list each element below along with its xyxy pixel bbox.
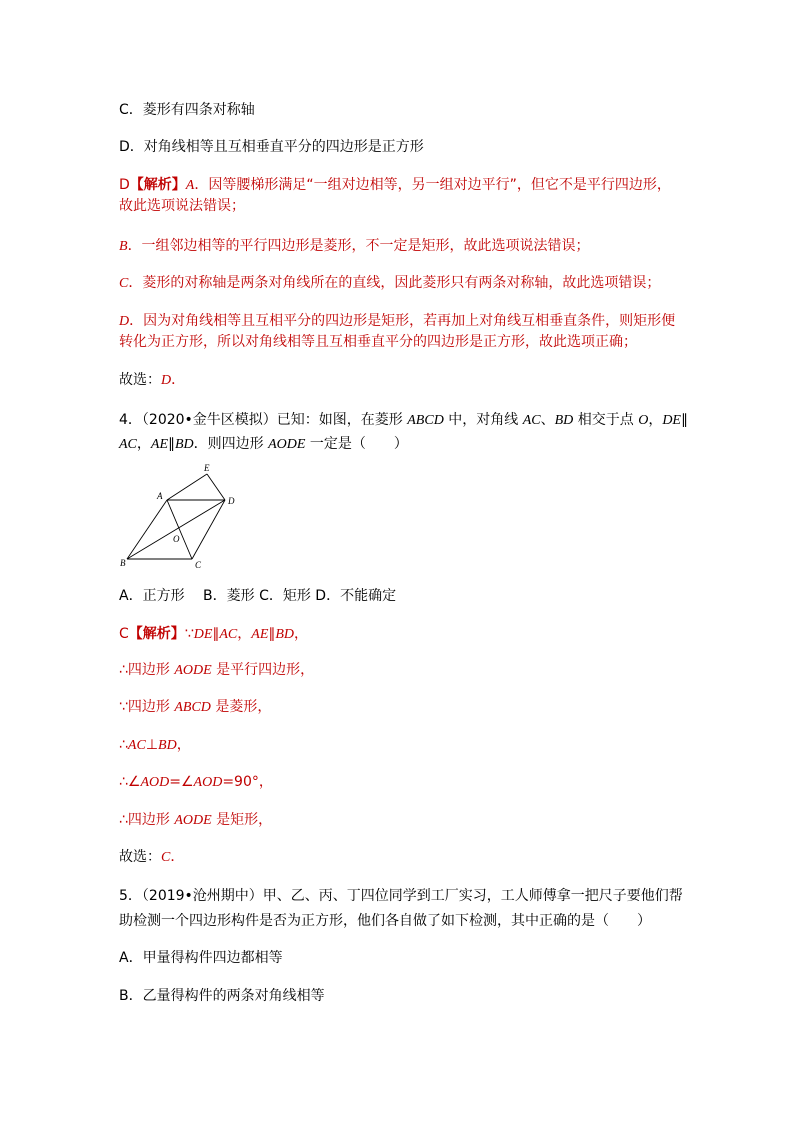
math: AC — [119, 437, 137, 452]
text: ∵四边形 — [119, 699, 175, 715]
text: ， — [294, 626, 309, 642]
math: AE — [150, 437, 168, 452]
q5-option-b: B．乙量得构件的两条对角线相等 — [119, 988, 325, 1004]
therefore-symbol: ∴ — [119, 737, 128, 753]
solution-tag: 【解析】 — [129, 177, 186, 193]
math: O — [638, 413, 649, 428]
label-b: B — [119, 239, 128, 254]
choose-label: 故选： — [119, 849, 161, 865]
q3-solution-d — [119, 311, 675, 332]
q4-solution-line-3 — [119, 697, 271, 718]
text: ．则四边形 — [193, 436, 269, 452]
math: AODE — [174, 813, 212, 828]
q4-solution-line-2 — [119, 660, 314, 681]
math: BD — [554, 413, 574, 428]
math: AODE — [174, 663, 212, 678]
parallel-symbol: ∥ — [680, 412, 688, 428]
because-symbol: ∵ — [184, 626, 194, 642]
math: ABCD — [174, 700, 211, 715]
text: 相交于点 — [573, 412, 639, 428]
text: 是菱形， — [210, 699, 272, 715]
q4-stem-line-1 — [119, 410, 688, 431]
q4-stem-line-2 — [119, 434, 408, 455]
answer-letter: C — [119, 626, 129, 642]
math: AOD — [193, 775, 223, 790]
math: BD — [158, 738, 177, 753]
solution-text: ．一组邻边相等的平行四边形是菱形，不一定是矩形，故此选项说法错误； — [127, 238, 590, 254]
parallel-symbol: ∥ — [212, 626, 220, 642]
q4-solution-line-6 — [119, 810, 272, 831]
q4-solution-line-5 — [119, 772, 273, 793]
q4-solution-line-1 — [119, 624, 308, 645]
option-d: D．对角线相等且互相垂直平分的四边形是正方形 — [119, 139, 424, 155]
solution-text: ．因为对角线相等且互相平分的四边形是矩形，若再加上对角线互相垂直条件，则矩形便 — [129, 313, 676, 329]
math: BD — [275, 627, 295, 642]
segment-de — [207, 474, 225, 500]
text: =∠ — [169, 774, 194, 790]
math: AC — [522, 413, 541, 428]
rhombus-figure — [117, 462, 243, 572]
label-a: A — [185, 178, 195, 193]
diagonal-bd — [127, 500, 225, 559]
solution-tag: 【解析】 — [128, 626, 185, 642]
label-c: C — [119, 276, 129, 291]
text: ∴四边形 — [119, 662, 175, 678]
diagonal-ac — [167, 500, 192, 559]
math: DE — [193, 627, 213, 642]
segment-ae — [167, 474, 207, 500]
q3-solution-line-2: 故此选项说法错误； — [119, 198, 245, 214]
label-c-point: C — [195, 560, 202, 570]
edge-cd — [192, 500, 225, 559]
label-a-point: A — [157, 491, 163, 501]
q5-stem-line-2: 助检测一个四边形构件是否为正方形，他们各自做了如下检测，其中正确的是（ ） — [119, 913, 651, 929]
math: AODE — [268, 437, 306, 452]
text: =90°， — [222, 774, 273, 790]
label-d: D — [119, 314, 130, 329]
q4-solution-line-4 — [119, 735, 191, 756]
parallel-symbol: ∥ — [168, 436, 175, 452]
q4-choose — [119, 847, 184, 868]
label-e-point: E — [204, 463, 210, 473]
text: ， — [648, 412, 663, 428]
solution-text: ．因等腰梯形满足“一组对边相等，另一组对边平行”，但它不是平行四边形， — [194, 177, 671, 193]
period: ． — [170, 849, 185, 865]
text: 4．（2020•金牛区模拟）已知：如图，在菱形 — [119, 412, 408, 428]
math: DE — [662, 413, 681, 428]
label-o-point: O — [173, 534, 180, 544]
math: AC — [127, 738, 146, 753]
math: BD — [175, 437, 194, 452]
math: ABCD — [407, 413, 444, 428]
text: ， — [136, 436, 151, 452]
text: ∴∠ — [119, 774, 141, 790]
perp-symbol: ⊥ — [145, 737, 159, 753]
q3-choose — [119, 370, 185, 391]
text: ∴四边形 — [119, 812, 175, 828]
option-c: C．菱形有四条对称轴 — [119, 102, 255, 118]
parallel-symbol: ∥ — [268, 626, 276, 642]
text: 、 — [540, 412, 555, 428]
solution-text: ．菱形的对称轴是两条对角线所在的直线，因此菱形只有两条对称轴，故此选项错误； — [128, 275, 661, 291]
label-b-point: B — [120, 558, 126, 568]
q3-solution-d-2: 转化为正方形，所以对角线相等且互相垂直平分的四边形是正方形，故此选项正确； — [119, 334, 637, 350]
choose-value: D — [161, 373, 172, 388]
math: AC — [219, 627, 238, 642]
q5-stem-line-1: 5．（2019•沧州期中）甲、乙、丙、丁四位同学到工厂实习，工人师傅拿一把尺子要他们帮 — [119, 888, 683, 904]
text: ， — [237, 626, 252, 642]
edge-ab — [127, 500, 167, 559]
q4-options: A．正方形 B．菱形 C．矩形 D．不能确定 — [119, 588, 397, 604]
label-d-point: D — [228, 496, 235, 506]
q3-solution-b — [119, 236, 590, 257]
text: 是平行四边形， — [211, 662, 315, 678]
q3-solution-line-1 — [119, 175, 671, 196]
answer-letter: D — [119, 177, 130, 193]
q5-option-a: A．甲量得构件四边都相等 — [119, 950, 283, 966]
choose-label: 故选： — [119, 372, 161, 388]
text: ， — [176, 737, 191, 753]
text: 是矩形， — [211, 812, 273, 828]
math: AE — [251, 627, 269, 642]
text: 一定是（ ） — [305, 436, 408, 452]
period: ． — [171, 372, 186, 388]
math: AOD — [140, 775, 170, 790]
text: 中，对角线 — [443, 412, 523, 428]
choose-value: C — [161, 850, 171, 865]
q3-solution-c — [119, 273, 660, 294]
